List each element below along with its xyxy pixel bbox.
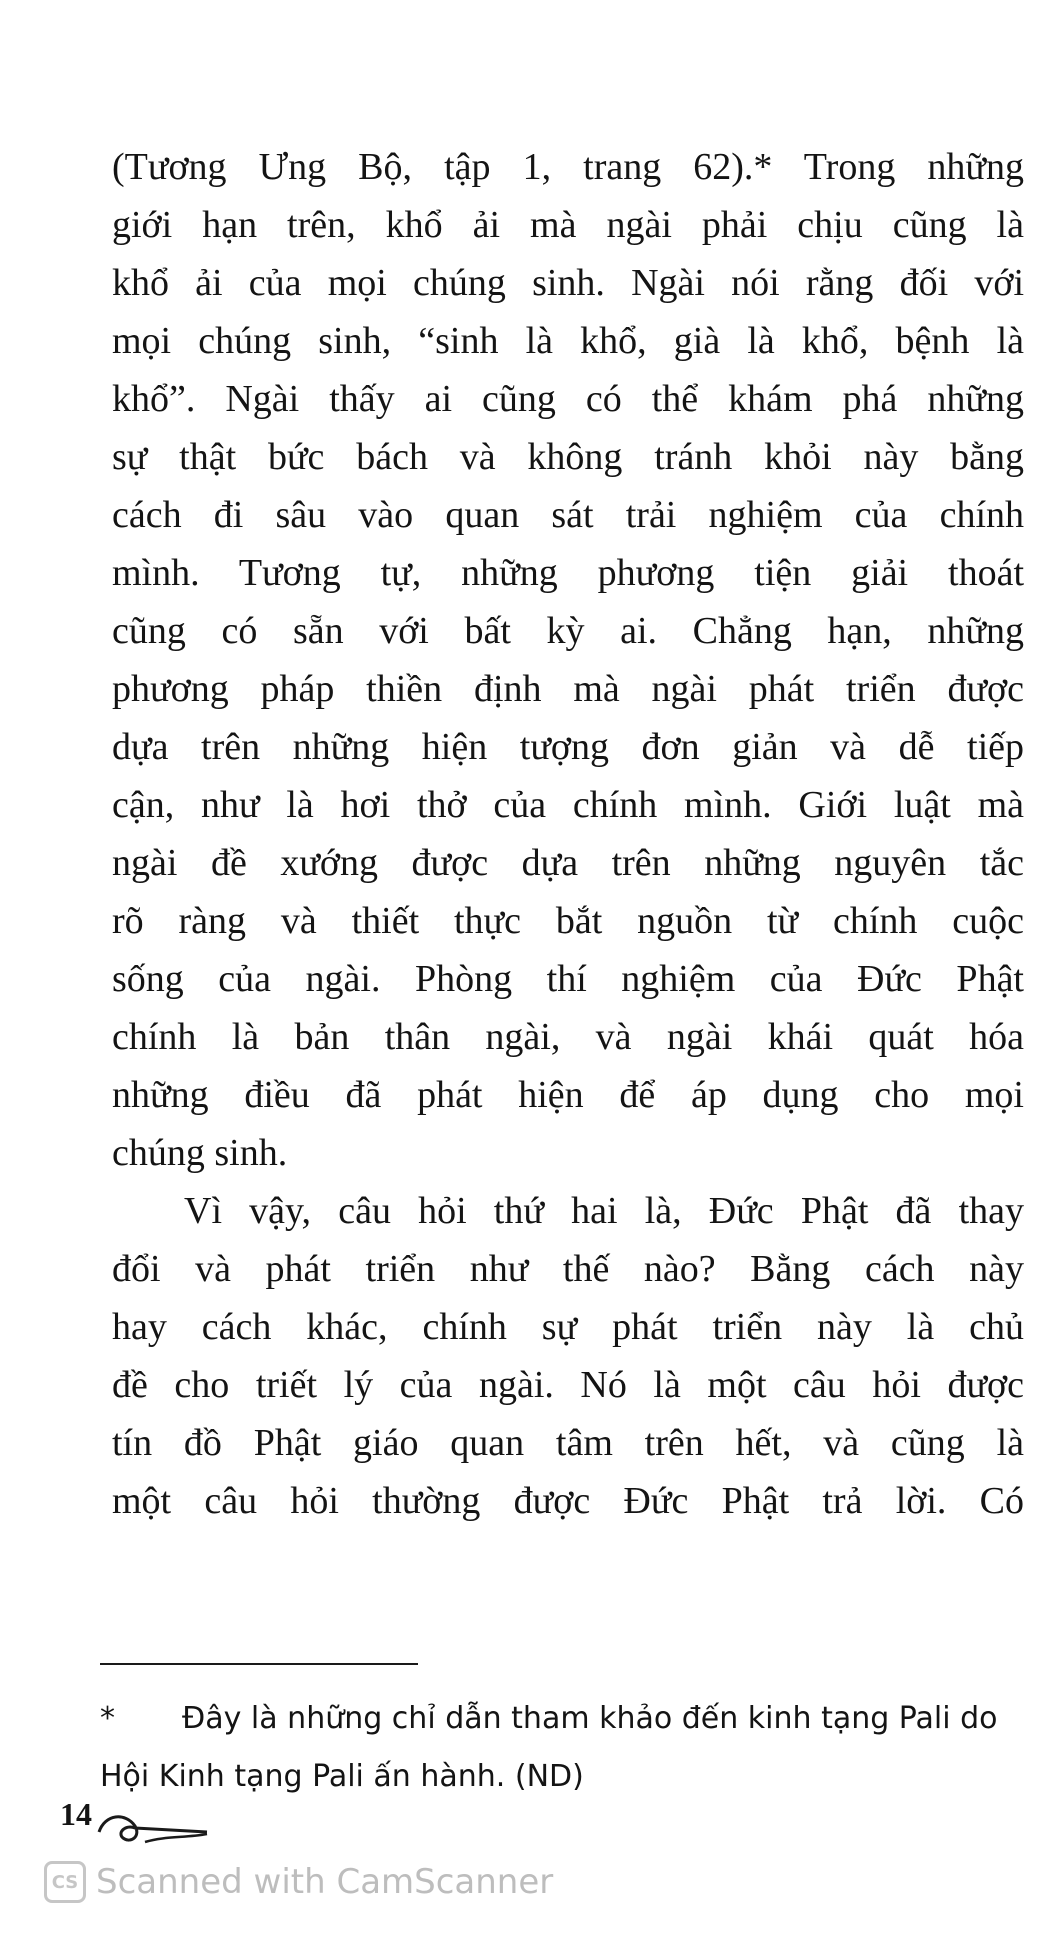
text-line: khổ”. Ngài thấy ai cũng có thể khám phá những	[112, 378, 1024, 420]
camscanner-watermark	[44, 1860, 553, 1904]
text-line: đề cho triết lý của ngài. Nó là một câu hỏi được	[112, 1364, 1024, 1406]
text-line: một câu hỏi thường được Đức Phật trả lời. Có	[112, 1480, 1024, 1522]
text-line: những điều đã phát hiện để áp dụng cho mọi	[112, 1074, 1024, 1116]
text-line: mình. Tương tự, những phương tiện giải thoát	[112, 552, 1024, 594]
footnote-text: Đây là những chỉ dẫn tham khảo đến kinh tạng Pali do	[182, 1701, 998, 1736]
main-text	[112, 138, 1024, 1530]
text-line: cận, như là hơi thở của chính mình. Giới luật mà	[112, 784, 1024, 826]
text-line: giới hạn trên, khổ ải mà ngài phải chịu cũng là	[112, 204, 1024, 246]
text-line: sống của ngài. Phòng thí nghiệm của Đức Phật	[112, 958, 1024, 1000]
text-line: ngài đề xướng được dựa trên những nguyên tắc	[112, 842, 1024, 884]
watermark-text: Scanned with CamScanner	[96, 1862, 554, 1902]
swirl-ornament-icon	[95, 1808, 215, 1854]
text-line: dựa trên những hiện tượng đơn giản và dễ tiếp	[112, 726, 1024, 768]
text-line: khổ ải của mọi chúng sinh. Ngài nói rằng đối với	[112, 262, 1024, 304]
text-line: tín đồ Phật giáo quan tâm trên hết, và cũng là	[112, 1422, 1024, 1464]
text-line: chúng sinh.	[112, 1132, 288, 1174]
text-line: rõ ràng và thiết thực bắt nguồn từ chính cuộc	[112, 900, 1024, 942]
text-line: chính là bản thân ngài, và ngài khái quát hóa	[112, 1016, 1024, 1058]
footnote-marker: *	[100, 1701, 115, 1736]
text-line: cũng có sẵn với bất kỳ ai. Chẳng hạn, những	[112, 610, 1024, 652]
text-line: hay cách khác, chính sự phát triển này là chủ	[112, 1306, 1024, 1348]
footnote-line	[100, 1690, 1026, 1748]
text-line: đổi và phát triển như thế nào? Bằng cách này	[112, 1248, 1024, 1290]
text-line: phương pháp thiền định mà ngài phát triển được	[112, 668, 1024, 710]
footnote-divider	[100, 1663, 418, 1665]
footnote	[100, 1690, 1026, 1806]
text-line: cách đi sâu vào quan sát trải nghiệm của chính	[112, 494, 1024, 536]
page-number: 14	[60, 1796, 92, 1832]
camscanner-logo-icon: CS	[44, 1861, 86, 1903]
text-line: Vì vậy, câu hỏi thứ hai là, Đức Phật đã thay	[184, 1190, 1024, 1232]
footnote-line: Hội Kinh tạng Pali ấn hành. (ND)	[100, 1759, 584, 1794]
text-line: (Tương Ưng Bộ, tập 1, trang 62).* Trong những	[112, 146, 1024, 188]
text-line: sự thật bức bách và không tránh khỏi này bằng	[112, 436, 1024, 478]
text-line: mọi chúng sinh, “sinh là khổ, già là khổ, bệnh là	[112, 320, 1024, 362]
